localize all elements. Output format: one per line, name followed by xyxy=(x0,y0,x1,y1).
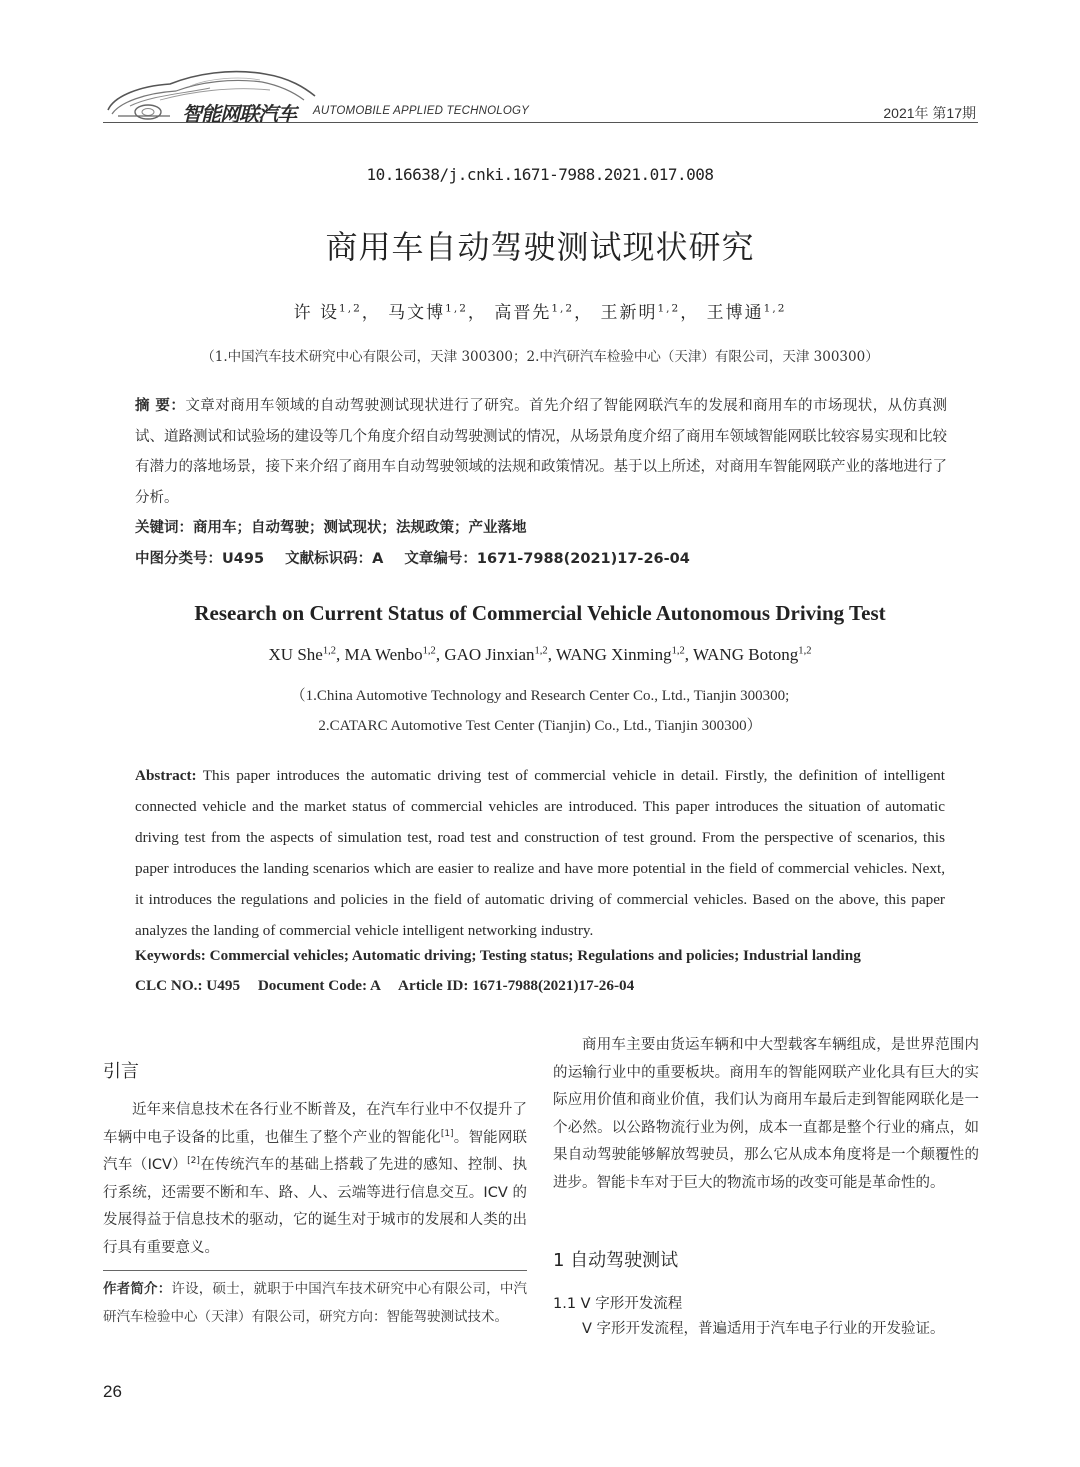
author-bio-text: 许设，硕士，就职于中国汽车技术研究中心有限公司，中汽研汽车检验中心（天津）有限公司，研究方向：智能驾驶测试技术。 xyxy=(103,1281,528,1325)
journal-brand-en: AUTOMOBILE APPLIED TECHNOLOGY xyxy=(313,105,530,117)
abstract-en-label: Abstract: xyxy=(135,767,197,784)
page-number: 26 xyxy=(103,1382,122,1401)
abstract-cn-text: 文章对商用车领域的自动驾驶测试现状进行了研究。首先介绍了智能网联汽车的发展和商用车的市场现状，从仿真测试、道路测试和试验场的建设等几个角度介绍自动驾驶测试的情况，从场景角度介绍了商用车领域智能网联比较容易实现和比较有潜力的落地场景，接下来介绍了商用车自动驾驶领域的法规和政策情况。基于以上所述，对商用车智能网联产业的落地进行了分析。 xyxy=(135,398,947,506)
commercial-vehicle-paragraph: 商用车主要由货运车辆和中大型载客车辆组成，是世界范围内的运输行业中的重要板块。商用车的智能网联产业化具有巨大的实际应用价值和商业价值，我们认为商用车最后走到智能网联化是一个必然。以公路物流行业为例，成本一直都是整个行业的痛点，如果自动驾驶能够解放驾驶员，那么它从成本角度将是一个颠覆性的进步。智能卡车对于巨大的物流市场的改变可能是革命性的。 xyxy=(553,1037,979,1191)
affiliation-en-2: 2.CATARC Automotive Test Center (Tianjin) Co., Ltd., Tianjin 300300） xyxy=(318,718,762,734)
footnote-divider xyxy=(103,1270,527,1271)
author-en: GAO Jinxian$^{1,2}$ xyxy=(444,645,548,664)
abstract-cn-label: 摘 要： xyxy=(135,398,186,414)
document-code-en: Document Code: A xyxy=(257,977,382,994)
author-en: WANG Xinming$^{1,2}$ xyxy=(555,645,685,664)
document-code-cn: 文献标识码：A xyxy=(285,551,384,567)
issue-label: 2021年 第17期 xyxy=(883,105,976,121)
abstract-cn xyxy=(135,391,947,513)
section-heading-intro: 引言 xyxy=(103,1061,139,1082)
article-id-en: Article ID: 1671-7988(2021)17-26-04 xyxy=(398,977,635,994)
clc-number-en: CLC NO.: U495 xyxy=(135,977,241,994)
keywords-en: Keywords: Commercial vehicles; Automatic driving; Testing status; Regulations and policies; Industrial landing xyxy=(135,947,861,964)
citation-ref-1: [1] xyxy=(440,1128,454,1139)
article-id-cn: 文章编号：1671-7988(2021)17-26-04 xyxy=(404,551,690,567)
classification-en xyxy=(135,977,648,995)
section-1-1-paragraph: V 字形开发流程，普遍适用于汽车电子行业的开发验证。 xyxy=(582,1321,945,1337)
title-cn: 商用车自动驾驶测试现状研究 xyxy=(325,228,755,266)
title-en: Research on Current Status of Commercial Vehicle Autonomous Driving Test xyxy=(194,601,886,625)
author-cn: 许 设$^{1,2}$ xyxy=(293,302,362,323)
classification-cn xyxy=(135,547,706,568)
keywords-cn: 关键词：商用车；自动驾驶；测试现状；法规政策；产业落地 xyxy=(135,520,527,536)
author-en: MA Wenbo$^{1,2}$ xyxy=(344,645,436,664)
intro-paragraph: 近年来信息技术在各行业不断普及，在汽车行业中不仅提升了车辆中电子设备的比重，也催生了整个产业的智能化[1]。智能网联汽车（ICV）[2]在传统汽车的基础上搭载了先进的感知、控制、执行系统，还需要不断和车、路、人、云端等进行信息交互。ICV 的发展得益于信息技术的驱动，它的诞生对于城市的发展和人类的出行具有重要意义。 xyxy=(103,1102,528,1256)
clc-number-cn: 中图分类号：U495 xyxy=(135,551,265,567)
author-bio-label: 作者简介： xyxy=(103,1281,172,1297)
header-divider xyxy=(103,122,978,123)
author-cn: 王新明$^{1,2}$ xyxy=(600,302,681,323)
author-cn: 高晋先$^{1,2}$ xyxy=(494,302,575,323)
abstract-en xyxy=(135,760,945,946)
author-cn: 马文博$^{1,2}$ xyxy=(388,302,468,323)
author-en: WANG Botong$^{1,2}$ xyxy=(692,645,812,664)
section-heading-1: 1 自动驾驶测试 xyxy=(553,1250,679,1271)
citation-ref-2: [2] xyxy=(187,1156,200,1167)
author-cn: 王博通$^{1,2}$ xyxy=(706,302,787,323)
authors-en: XU She$^{1,2}$, MA Wenbo$^{1,2}$, GAO Jinxian$^{1,2}$, WANG Xinming$^{1,2}$, WANG Botong$^{1,2}$ xyxy=(268,645,812,664)
author-en: XU She$^{1,2}$ xyxy=(268,645,337,664)
journal-brand-cn: 智能网联汽车 xyxy=(182,102,296,126)
section-heading-1-1: 1.1 V 字形开发流程 xyxy=(553,1296,683,1312)
affiliation-en-1: （1.China Automotive Technology and Research Center Co., Ltd., Tianjin 300300; xyxy=(290,688,790,704)
abstract-en-text: This paper introduces the automatic driving test of commercial vehicle in detail. Firstly, the definition of intelligent connected vehicle and the market status of commercial vehicles are introduced. This paper introduces the situation of automatic driving test from the aspects of simulation test, road test and construction of test ground. From the perspective of scenarios, this paper introduces the landing scenarios which are easier to realize and have more potential in the field of commercial vehicles. Next, it introduces the regulations and policies in the field of automatic driving of commercial vehicles. Based on the above, this paper analyzes the landing of commercial vehicle intelligent networking industry. xyxy=(135,767,945,939)
authors-cn: 许 设$^{1,2}$， 马文博$^{1,2}$， 高晋先$^{1,2}$， 王新明$^{1,2}$， 王博通$^{1,2}$ xyxy=(293,302,787,323)
author-bio xyxy=(103,1276,527,1331)
affiliation-cn: （1.中国汽车技术研究中心有限公司，天津 300300；2.中汽研汽车检验中心（天津）有限公司，天津 300300） xyxy=(201,349,879,365)
doi: 10.16638/j.cnki.1671-7988.2021.017.008 xyxy=(366,165,714,184)
